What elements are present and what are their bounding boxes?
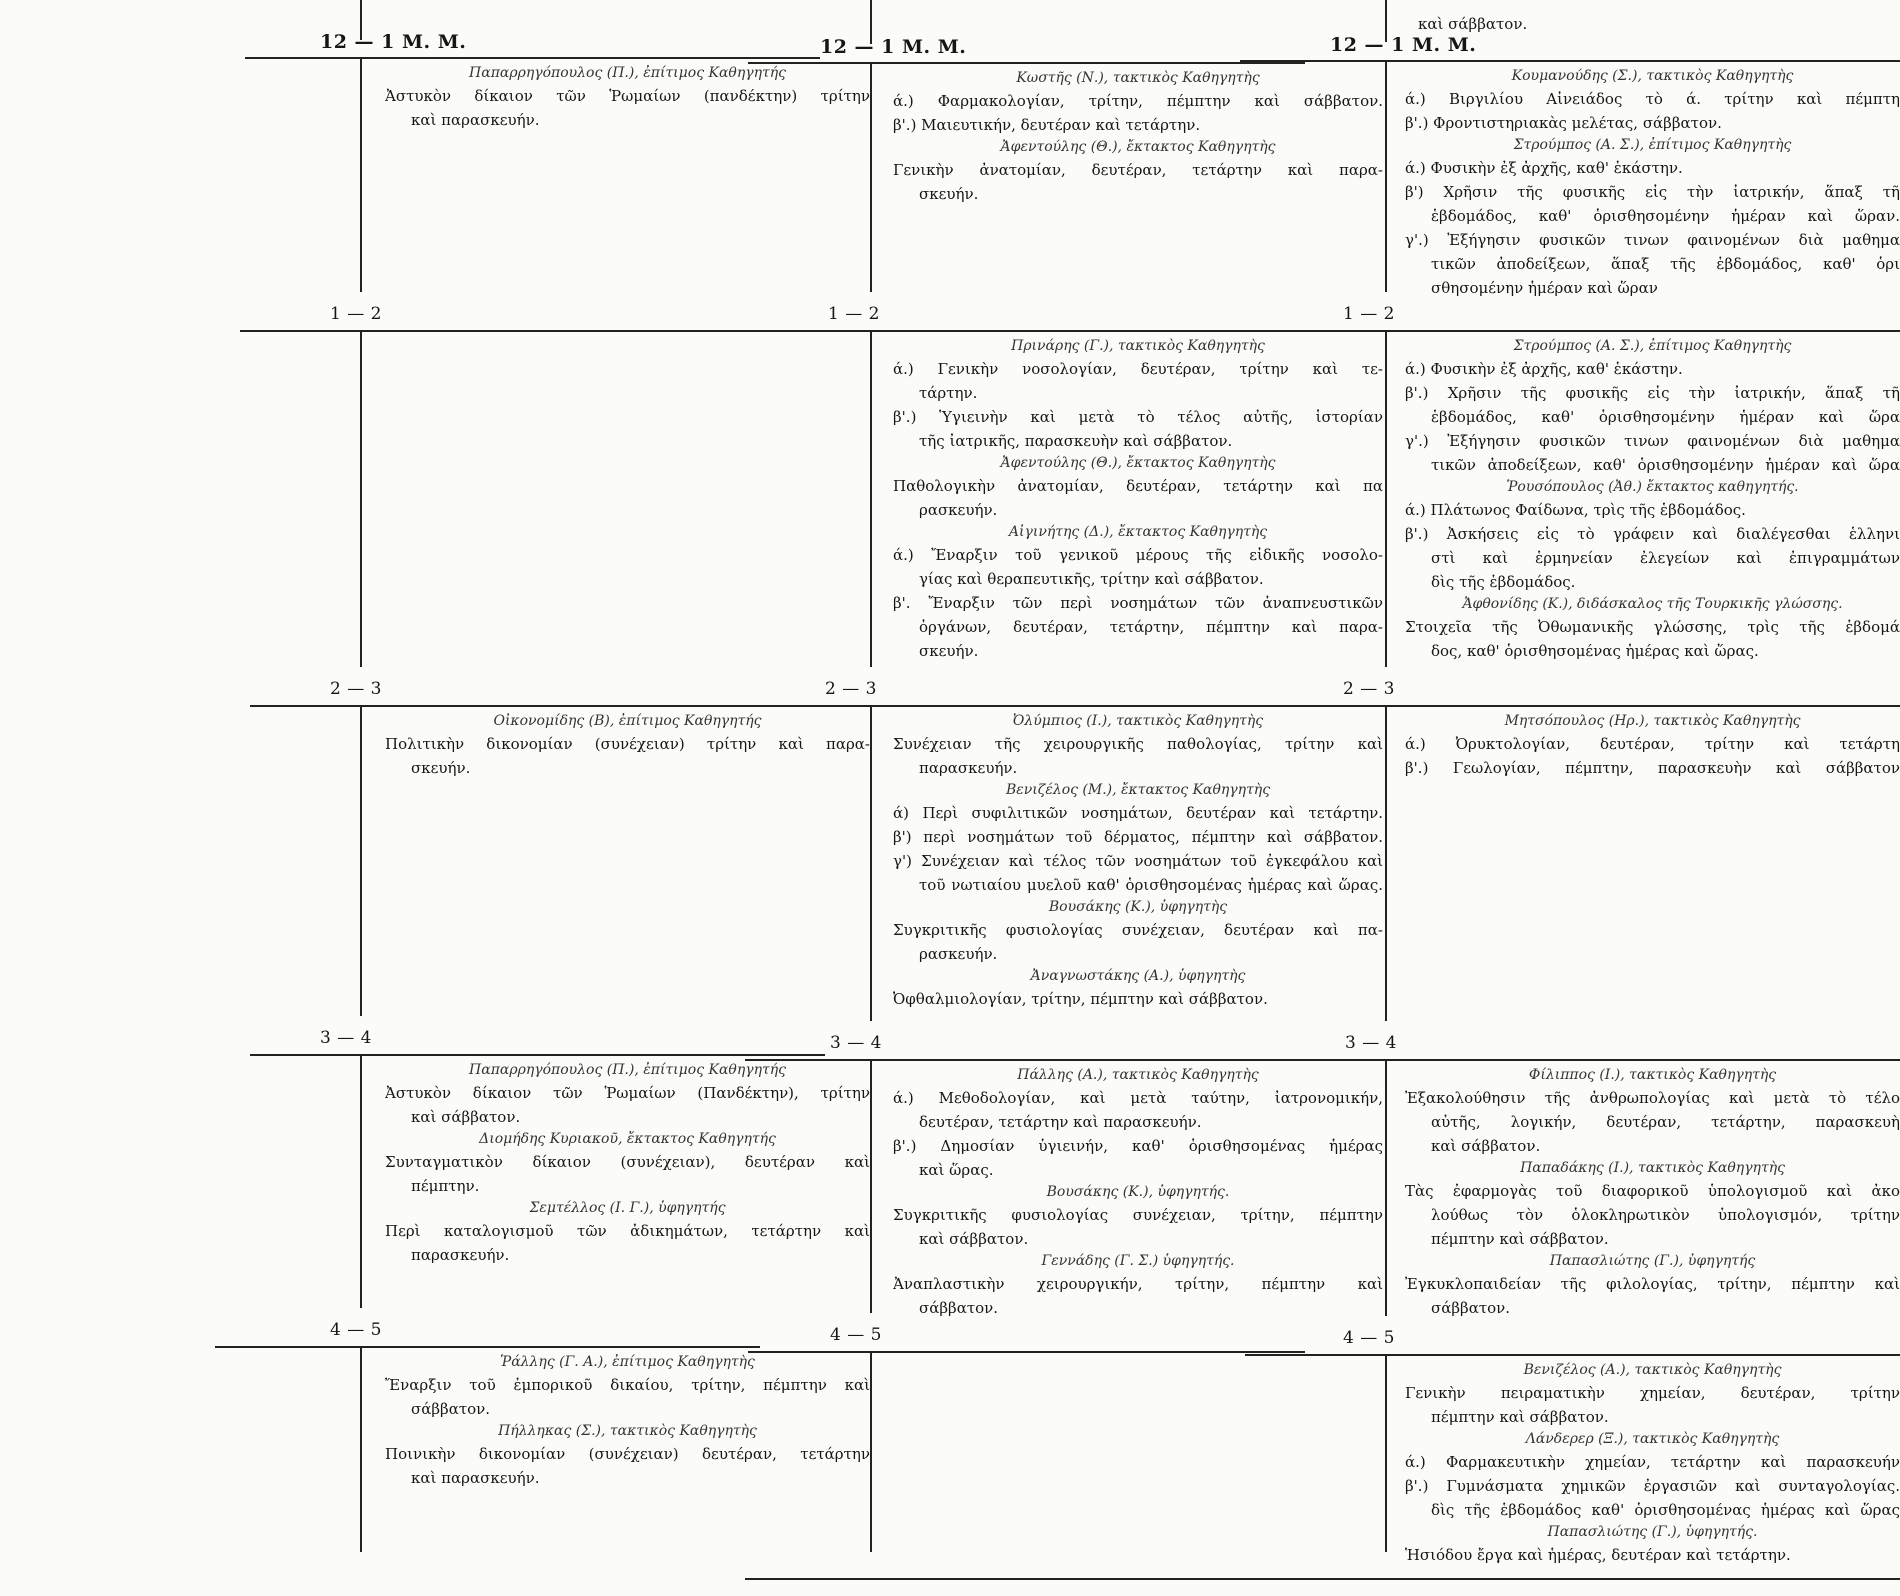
course-text-line: β'.) Χρῆσιν τῆς φυσικῆς εἰς τὴν ἰατρικήν, ἅπαξ τῆ <box>1405 384 1900 402</box>
course-text-line: Ἡσιόδου ἔργα καὶ ἡμέρας, δευτέραν καὶ τετάρτην. <box>1405 1546 1791 1564</box>
course-text-line: β') Χρῆσιν τῆς φυσικῆς εἰς τὴν ἰατρικήν, ἅπαξ τῆ <box>1405 183 1900 201</box>
course-text-line: ά.) Φυσικὴν ἐξ ἀρχῆς, καθ' ἑκάστην. <box>1405 159 1683 177</box>
slot-divider <box>360 1056 362 1308</box>
time-slot-label: 4 — 5 <box>830 1325 882 1345</box>
slot-divider <box>1385 332 1387 667</box>
time-slot-label: 1 — 2 <box>828 304 880 324</box>
professor-name: Στρούμπος (Α. Σ.), ἐπίτιμος Καθηγητὴς <box>1513 338 1792 354</box>
course-text-line: β'. Ἔναρξιν τῶν περὶ νοσημάτων τῶν ἀναπνευστικῶν <box>893 594 1383 612</box>
course-text-line: ά.) Γενικὴν νοσολογίαν, δευτέραν, τρίτην καὶ τε- <box>893 360 1383 378</box>
timetable-column-law <box>0 0 870 1596</box>
course-text-line: ά.) Πλάτωνος Φαίδωνα, τρὶς τῆς ἑβδομάδος. <box>1405 501 1746 519</box>
time-slot-label: 3 — 4 <box>830 1033 882 1053</box>
slot-divider <box>1385 1061 1387 1316</box>
course-text-line: παρασκευήν. <box>919 759 1018 777</box>
course-text-line: ὀργάνων, δευτέραν, τετάρτην, πέμπτην καὶ παρα- <box>919 618 1383 636</box>
time-slot-label: 4 — 5 <box>330 1320 382 1340</box>
slot-entries <box>1405 336 1900 663</box>
slot-rule <box>752 330 1308 332</box>
professor-name: Αἰγινήτης (Δ.), ἔκτακτος Καθηγητὴς <box>1008 524 1268 540</box>
time-slot-label: 2 — 3 <box>825 679 877 699</box>
course-text-line: ρασκευήν. <box>919 501 998 519</box>
course-text-line: σκευήν. <box>411 759 471 777</box>
time-slot-label: 3 — 4 <box>1345 1033 1397 1053</box>
course-text-line: παρασκευήν. <box>411 1246 510 1264</box>
professor-name: Γεννάδης (Γ. Σ.) ὑφηγητής. <box>1041 1253 1235 1269</box>
slot-divider <box>1385 707 1387 1021</box>
course-text-line: στὶ καὶ ἑρμηνείαν ἐλεγείων καὶ ἐπιγραμμάτων <box>1431 549 1900 567</box>
professor-name: Κουμανούδης (Σ.), τακτικὸς Καθηγητὴς <box>1511 68 1794 84</box>
course-text-line: β') περὶ νοσημάτων τοῦ δέρματος, πέμπτην καὶ σάββατον. <box>893 828 1383 846</box>
slot-entries <box>893 68 1383 206</box>
slot-rule <box>745 1059 1305 1061</box>
professor-name: Παπασλιώτης (Γ.), ὑφηγητής. <box>1547 1524 1758 1540</box>
course-text-line: καὶ παρασκευήν. <box>411 1469 540 1487</box>
course-text-line: Τὰς ἐφαρμογὰς τοῦ διαφορικοῦ ὑπολογισμοῦ καὶ ἀκο <box>1405 1182 1900 1200</box>
slot-rule <box>748 1351 1305 1353</box>
course-text-line: β'.) Δημοσίαν ὑγιεινήν, καθ' ὁρισθησομένας ἡμέρας <box>893 1137 1383 1155</box>
course-text-line: Γενικὴν ἀνατομίαν, δευτέραν, τετάρτην καὶ παρα- <box>893 161 1383 179</box>
course-text-line: γ'.) Ἐξήγησιν φυσικῶν τινων φαινομένων διὰ μαθημα <box>1405 231 1900 249</box>
course-text-line: καὶ σάββατον. <box>919 1230 1029 1248</box>
course-text-line: Συνέχειαν τῆς χειρουργικῆς παθολογίας, τρίτην καὶ <box>893 735 1383 753</box>
professor-name: Πρινάρης (Γ.), τακτικὸς Καθηγητὴς <box>1011 338 1265 354</box>
course-text-line: πέμπτην καὶ σάββατον. <box>1431 1408 1609 1426</box>
slot-entries <box>1405 1065 1900 1320</box>
course-text-line: πέμπτην καὶ σάββατον. <box>1431 1230 1609 1248</box>
slot-divider <box>1385 62 1387 292</box>
slot-entries <box>1405 1360 1900 1567</box>
course-text-line: γ') Συνέχειαν καὶ τέλος τῶν νοσημάτων τοῦ ἐγκεφάλου καὶ <box>893 852 1383 870</box>
professor-name: Βενιζέλος (Μ.), ἔκτακτος Καθηγητὴς <box>1005 782 1271 798</box>
course-text-line: καὶ σάββατον. <box>411 1108 521 1126</box>
slot-rule <box>215 1346 760 1348</box>
slot-rule <box>1245 1354 1900 1356</box>
time-slot-label: 12 — 1 Μ. Μ. <box>320 31 467 53</box>
course-text-line: ά.) Φαρμακολογίαν, τρίτην, πέμπτην καὶ σάββατον. <box>893 92 1383 110</box>
professor-name: Ῥουσόπουλος (Ἀθ.) ἔκτακτος καθηγητής. <box>1506 479 1799 495</box>
slot-rule <box>1245 705 1900 707</box>
slot-rule <box>1245 1059 1900 1061</box>
course-text-line: αὐτῆς, λογικήν, δευτέραν, τετάρτην, παρασκευὴ <box>1431 1113 1900 1131</box>
course-text-line: τῆς ἰατρικῆς, παρασκευὴν καὶ σάββατον. <box>919 432 1233 450</box>
professor-name: Πάλλης (Α.), τακτικὸς Καθηγητὴς <box>1017 1067 1259 1083</box>
professor-name: Διομήδης Κυριακοῦ, ἔκτακτος Καθηγητής <box>479 1131 776 1147</box>
slot-entries <box>385 1352 870 1490</box>
course-text-line: β'.) Ὑγιεινὴν καὶ μετὰ τὸ τέλος αὐτῆς, ἱστορίαν <box>893 408 1383 426</box>
course-text-line: λούθως τὸν ὁλοκληρωτικὸν ὑπολογισμόν, τρίτην <box>1431 1206 1900 1224</box>
professor-name: Παπαρρηγόπουλος (Π.), ἐπίτιμος Καθηγητής <box>469 1062 786 1078</box>
course-text-line: καὶ παρασκευήν. <box>411 111 540 129</box>
course-text-line: Ποινικὴν δικονομίαν (συνέχειαν) δευτέραν, τετάρτην <box>385 1445 870 1463</box>
professor-name: Βουσάκης (Κ.), ὑφηγητής. <box>1046 1184 1230 1200</box>
slot-divider <box>1385 1356 1387 1552</box>
slot-entries <box>385 63 870 132</box>
course-text-line: Ἔναρξιν τοῦ ἐμπορικοῦ δικαίου, τρίτην, πέμπτην καὶ <box>385 1376 870 1394</box>
slot-divider <box>870 707 872 1021</box>
continued-note: καὶ σάββατον. <box>1418 15 1528 33</box>
slot-divider <box>360 707 362 1016</box>
slot-rule <box>1240 330 1900 332</box>
time-slot-label: 2 — 3 <box>1343 679 1395 699</box>
slot-rule <box>748 62 1305 64</box>
timetable-column-philosophy <box>1330 0 1900 1596</box>
course-text-line: ά.) Φυσικὴν ἐξ ἀρχῆς, καθ' ἑκάστην. <box>1405 360 1683 378</box>
professor-name: Παπαρρηγόπουλος (Π.), ἐπίτιμος Καθηγητής <box>469 65 786 81</box>
professor-name: Σεμτέλλος (Ι. Γ.), ὑφηγητής <box>529 1200 726 1216</box>
professor-name: Ἀφεντούλης (Θ.), ἔκτακτος Καθηγητὴς <box>1000 139 1276 155</box>
slot-entries <box>893 1065 1383 1320</box>
course-text-line: καὶ σάββατον. <box>1431 1137 1541 1155</box>
slot-rule <box>1240 60 1900 62</box>
course-text-line: δὶς τῆς ἑβδομάδος. <box>1431 573 1576 591</box>
course-text-line: γίας καὶ θεραπευτικῆς, τρίτην καὶ σάββατον. <box>919 570 1264 588</box>
course-text-line: δος, καθ' ὁρισθησομένας ἡμέρας καὶ ὥρας. <box>1431 642 1759 660</box>
course-text-line: Ἐξακολούθησιν τῆς ἀνθρωπολογίας καὶ μετὰ τὸ τέλο <box>1405 1089 1900 1107</box>
course-text-line: Ἐγκυκλοπαιδείαν τῆς φιλολογίας, τρίτην, πέμπτην καὶ <box>1405 1275 1900 1293</box>
slot-divider <box>870 1061 872 1313</box>
column-bottom-rule <box>1245 1578 1900 1580</box>
course-text-line: β'.) Φροντιστηριακὰς μελέτας, σάββατον. <box>1405 114 1722 132</box>
slot-entries <box>893 336 1383 663</box>
course-text-line: δὶς τῆς ἑβδομάδος καθ' ὁρισθησομένας ἡμέρας καὶ ὥρας <box>1431 1501 1900 1519</box>
course-text-line: β'.) Γυμνάσματα χημικῶν ἐργασιῶν καὶ συνταγολογίας. <box>1405 1477 1900 1495</box>
slot-entries <box>893 711 1383 1011</box>
professor-name: Παπασλιώτης (Γ.), ὑφηγητής <box>1549 1253 1756 1269</box>
slot-rule <box>250 705 825 707</box>
course-text-line: β'.) Ἀσκήσεις εἰς τὸ γράφειν καὶ διαλέγεσθαι ἑλληνι <box>1405 525 1900 543</box>
slot-entries <box>1405 711 1900 780</box>
course-text-line: Πολιτικὴν δικονομίαν (συνέχειαν) τρίτην καὶ παρα- <box>385 735 870 753</box>
course-text-line: Ἀναπλαστικὴν χειρουργικήν, τρίτην, πέμπτην καὶ <box>893 1275 1383 1293</box>
time-slot-label: 3 — 4 <box>320 1028 372 1048</box>
course-text-line: τάρτην. <box>919 384 978 402</box>
course-text-line: τικῶν ἀποδείξεων, ἅπαξ τῆς ἑβδομάδος, καθ' ὁρι <box>1431 255 1900 273</box>
course-text-line: τοῦ νωτιαίου μυελοῦ καθ' ὁρισθησομένας ἡμέρας καὶ ὥρας. <box>919 876 1383 894</box>
professor-name: Ὀλύμπιος (Ι.), τακτικὸς Καθηγητὴς <box>1012 713 1264 729</box>
slot-divider <box>870 332 872 667</box>
timetable-column-medicine <box>820 0 1383 1596</box>
slot-rule <box>755 705 1305 707</box>
slot-entries <box>1405 66 1900 300</box>
course-text-line: Ἀστυκὸν δίκαιον τῶν Ῥωμαίων (πανδέκτην) τρίτην <box>385 87 870 105</box>
slot-divider <box>870 1353 872 1552</box>
slot-divider <box>870 64 872 292</box>
course-text-line: σάββατον. <box>1431 1299 1511 1317</box>
slot-entries <box>385 1060 870 1267</box>
course-text-line: ρασκευήν. <box>919 945 998 963</box>
column-bottom-rule <box>745 1578 1305 1580</box>
time-slot-label: 1 — 2 <box>1343 304 1395 324</box>
slot-divider <box>360 1348 362 1552</box>
professor-name: Ἀφεντούλης (Θ.), ἔκτακτος Καθηγητὴς <box>1000 455 1276 471</box>
slot-entries <box>385 711 870 780</box>
professor-name: Οἰκονομίδης (Β), ἐπίτιμος Καθηγητής <box>493 713 762 729</box>
course-text-line: σκευήν. <box>919 642 979 660</box>
professor-name: Ἀφθονίδης (Κ.), διδάσκαλος τῆς Τουρκικῆς γλώσσης. <box>1462 596 1843 612</box>
course-text-line: β'.) Γεωλογίαν, πέμπτην, παρασκευὴν καὶ σάββατον <box>1405 759 1900 777</box>
professor-name: Κωστῆς (Ν.), τακτικὸς Καθηγητὴς <box>1016 70 1260 86</box>
time-slot-label: 2 — 3 <box>330 679 382 699</box>
time-slot-label: 1 — 2 <box>330 304 382 324</box>
professor-name: Ἀναγνωστάκης (Α.), ὑφηγητὴς <box>1030 968 1246 984</box>
slot-rule <box>240 330 820 332</box>
course-text-line: ά.) Ἔναρξιν τοῦ γενικοῦ μέρους τῆς εἰδικῆς νοσολο- <box>893 546 1383 564</box>
time-slot-label: 4 — 5 <box>1343 1328 1395 1348</box>
course-text-line: σκευήν. <box>919 185 979 203</box>
course-text-line: Περὶ καταλογισμοῦ τῶν ἀδικημάτων, τετάρτην καὶ <box>385 1222 870 1240</box>
course-text-line: Ὀφθαλμιολογίαν, τρίτην, πέμπτην καὶ σάββατον. <box>893 990 1268 1008</box>
course-text-line: ά.) Βιργιλίου Αἰνειάδος τὸ ά. τρίτην καὶ πέμπτη <box>1405 90 1900 108</box>
course-text-line: γ'.) Ἐξήγησιν φυσικῶν τινων φαινομένων διὰ μαθημα <box>1405 432 1900 450</box>
time-slot-label: 12 — 1 Μ. Μ. <box>1330 34 1477 56</box>
professor-name: Παπαδάκης (Ι.), τακτικὸς Καθηγητὴς <box>1520 1160 1785 1176</box>
course-text-line: Ἀστυκὸν δίκαιον τῶν Ῥωμαίων (Πανδέκτην), τρίτην <box>385 1084 870 1102</box>
course-text-line: σάββατον. <box>919 1299 999 1317</box>
course-text-line: Στοιχεῖα τῆς Ὀθωμανικῆς γλώσσης, τρὶς τῆς ἑβδομά <box>1405 618 1900 636</box>
course-text-line: σάββατον. <box>411 1400 491 1418</box>
course-text-line: δευτέραν, τετάρτην καὶ παρασκευήν. <box>919 1113 1202 1131</box>
course-text-line: ά.) Φαρμακευτικὴν χημείαν, τετάρτην καὶ παρασκευήν <box>1405 1453 1900 1471</box>
course-text-line: ἑβδομάδος, καθ' ὁρισθησομένην ἡμέραν καὶ ὥρα <box>1431 408 1900 426</box>
course-text-line: Γενικὴν πειραματικὴν χημείαν, δευτέραν, τρίτην <box>1405 1384 1900 1402</box>
course-text-line: καὶ ὥρας. <box>919 1161 994 1179</box>
course-text-line: Συγκριτικῆς φυσιολογίας συνέχειαν, δευτέραν καὶ πα- <box>893 921 1383 939</box>
course-text-line: τικῶν ἀποδείξεων, καθ' ὁρισθησομένην ἡμέραν καὶ ὥρα <box>1431 456 1900 474</box>
professor-name: Πήλληκας (Σ.), τακτικὸς Καθηγητὴς <box>498 1423 757 1439</box>
course-text-line: ά) Περὶ συφιλιτικῶν νοσημάτων, δευτέραν καὶ τετάρτην. <box>893 804 1383 822</box>
course-text-line: πέμπτην. <box>411 1177 480 1195</box>
course-text-line: ά.) Μεθοδολογίαν, καὶ μετὰ ταύτην, ἰατρονομικήν, <box>893 1089 1383 1107</box>
professor-name: Στρούμπος (Α. Σ.), ἐπίτιμος Καθηγητὴς <box>1513 137 1792 153</box>
professor-name: Μητσόπουλος (Ηρ.), τακτικὸς Καθηγητὴς <box>1504 713 1801 729</box>
slot-rule <box>250 1054 825 1056</box>
course-text-line: Συγκριτικῆς φυσιολογίας συνέχειαν, τρίτην, πέμπτην <box>893 1206 1383 1224</box>
course-text-line: Συνταγματικὸν δίκαιον (συνέχειαν), δευτέραν καὶ <box>385 1153 870 1171</box>
course-text-line: ά.) Ὀρυκτολογίαν, δευτέραν, τρίτην καὶ τετάρτη <box>1405 735 1900 753</box>
course-text-line: Παθολογικὴν ἀνατομίαν, δευτέραν, τετάρτην καὶ πα <box>893 477 1383 495</box>
course-text-line: β'.) Μαιευτικήν, δευτέραν καὶ τετάρτην. <box>893 116 1201 134</box>
professor-name: Φίλιππος (Ι.), τακτικὸς Καθηγητὴς <box>1528 1067 1777 1083</box>
time-slot-label: 12 — 1 Μ. Μ. <box>820 36 967 58</box>
course-text-line: σθησομένην ἡμέραν καὶ ὥραν <box>1431 279 1658 297</box>
slot-divider <box>360 59 362 292</box>
professor-name: Ῥάλλης (Γ. Α.), ἐπίτιμος Καθηγητὴς <box>500 1354 755 1370</box>
slot-divider <box>360 332 362 667</box>
professor-name: Λάνδερερ (Ξ.), τακτικὸς Καθηγητὴς <box>1525 1431 1780 1447</box>
professor-name: Βουσάκης (Κ.), ὑφηγητὴς <box>1048 899 1228 915</box>
course-text-line: ἑβδομάδος, καθ' ὁρισθησομένην ἡμέραν καὶ ὥραν. <box>1431 207 1900 225</box>
professor-name: Βενιζέλος (Α.), τακτικὸς Καθηγητὴς <box>1523 1362 1782 1378</box>
slot-rule <box>245 57 820 59</box>
